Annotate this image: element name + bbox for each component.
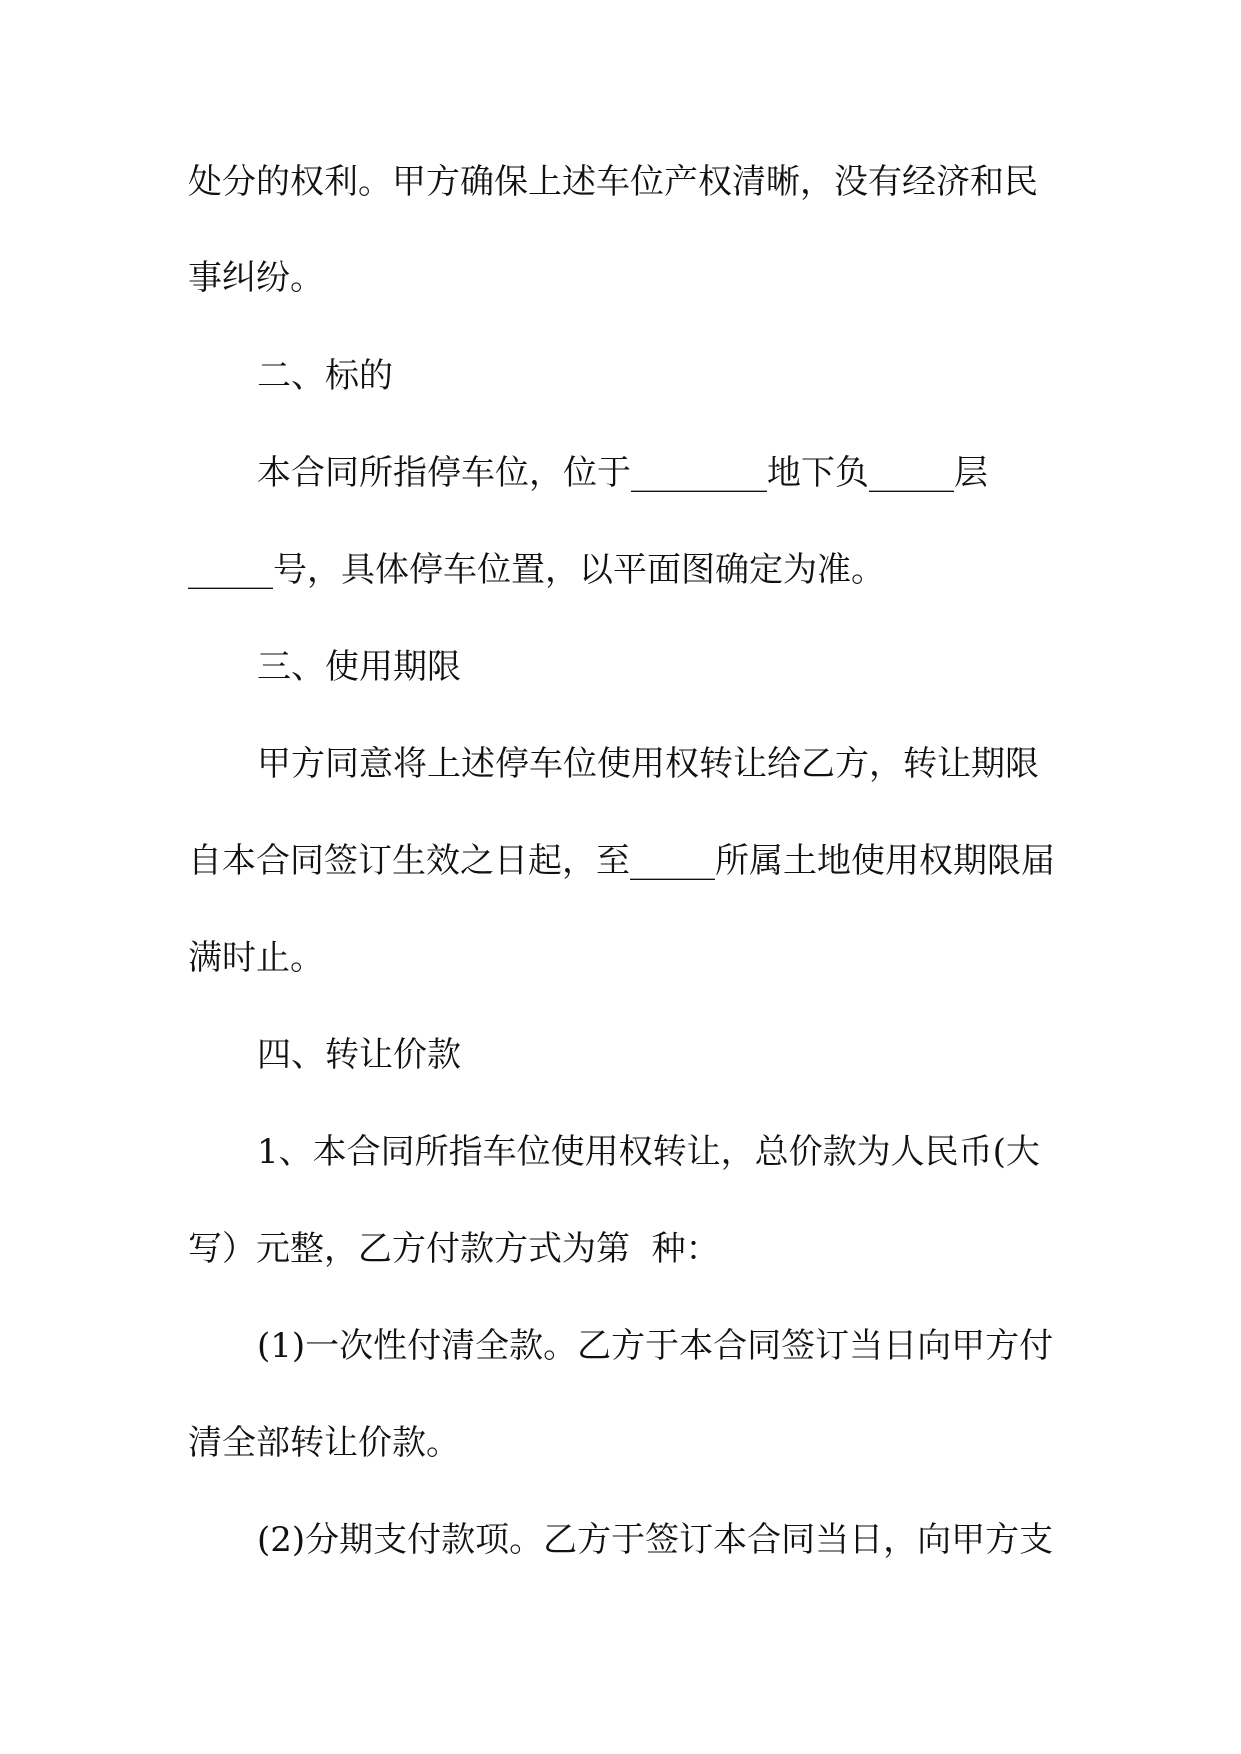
text-line: 1、本合同所指车位使用权转让，总价款为人民币(大 [257, 1132, 1040, 1172]
text-line: 自本合同签订生效之日起，至_____所属土地使用权期限届 [188, 841, 1055, 881]
text-line: (2)分期支付款项。乙方于签订本合同当日，向甲方支 [257, 1520, 1054, 1560]
text-line: 满时止。 [188, 938, 324, 978]
section-heading: 二、标的 [257, 356, 393, 396]
text-line: 清全部转让价款。 [188, 1423, 460, 1463]
text-line: 事纠纷。 [188, 258, 324, 298]
text-line: 甲方同意将上述停车位使用权转让给乙方，转让期限 [257, 744, 1039, 784]
section-heading: 三、使用期限 [257, 647, 461, 687]
text-line: 处分的权利。甲方确保上述车位产权清晰，没有经济和民 [188, 162, 1038, 202]
text-line: 写）元整，乙方付款方式为第 种： [188, 1229, 720, 1269]
text-line: 本合同所指停车位，位于________地下负_____层 [257, 453, 988, 493]
section-heading: 四、转让价款 [257, 1035, 461, 1075]
text-line: (1)一次性付清全款。乙方于本合同签订当日向甲方付 [257, 1326, 1054, 1366]
text-line: _____号，具体停车位置，以平面图确定为准。 [188, 550, 885, 590]
